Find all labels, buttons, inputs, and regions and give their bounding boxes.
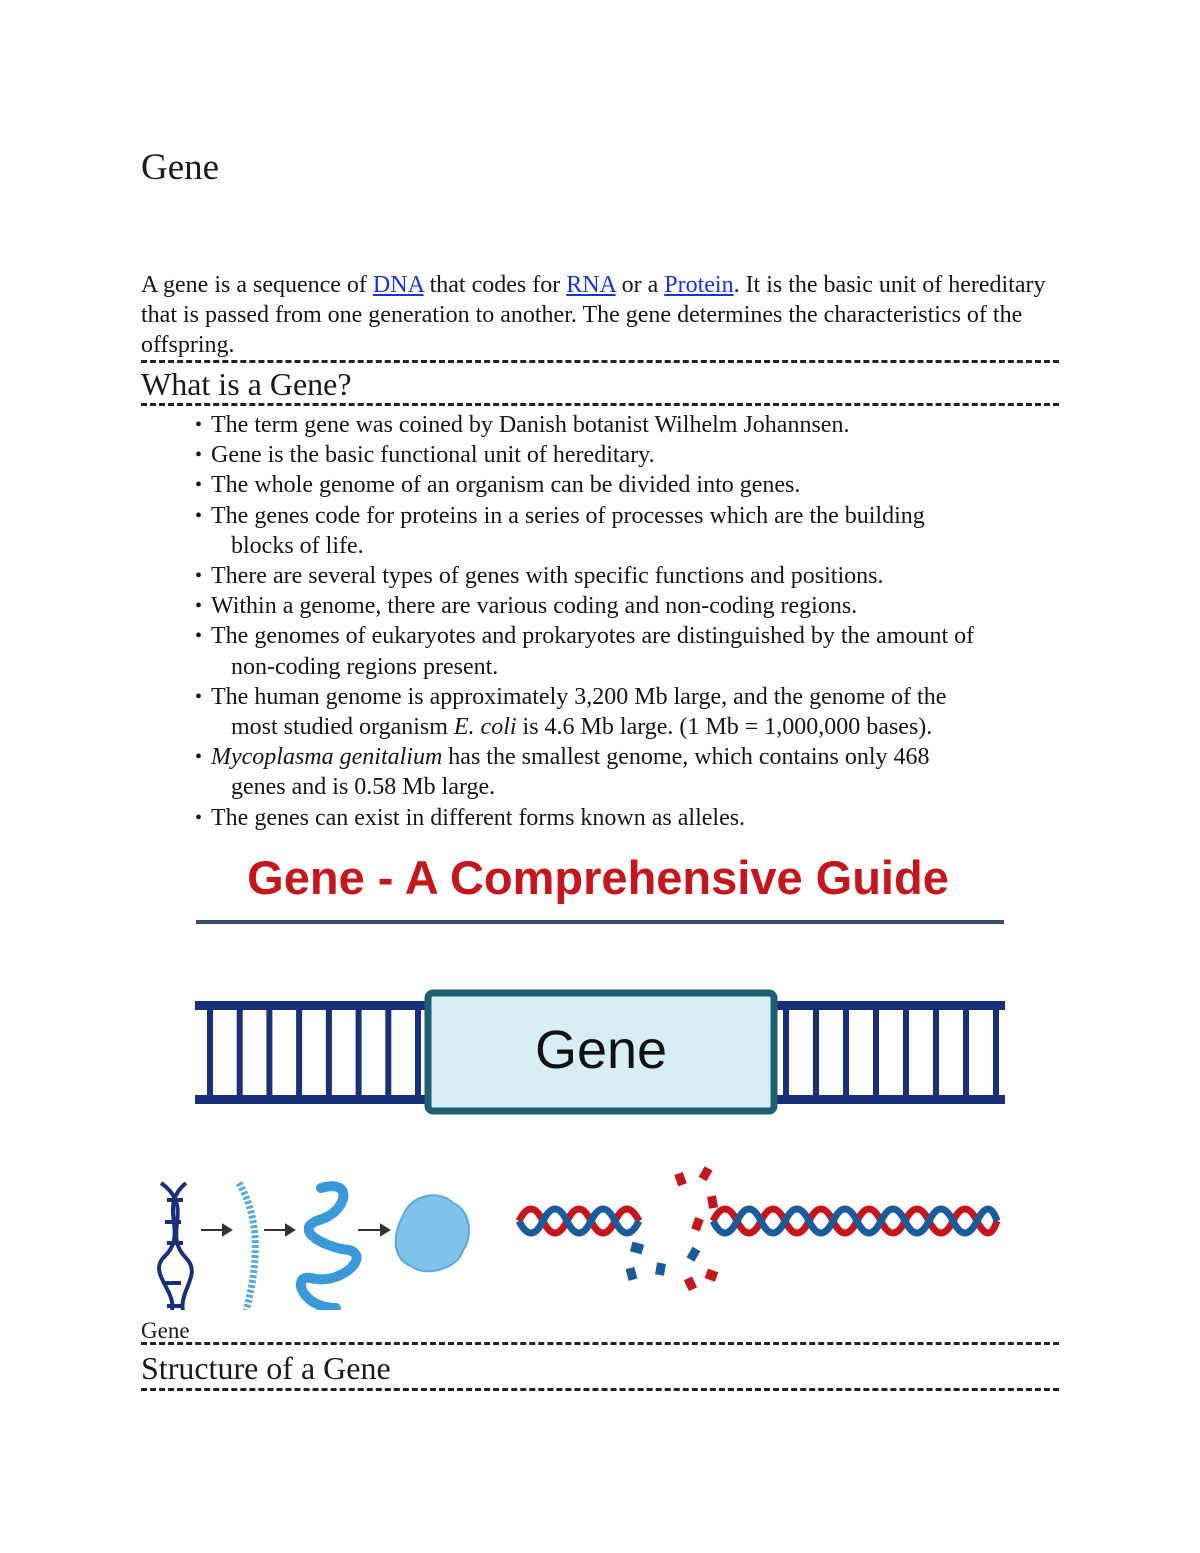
- protein-link[interactable]: Protein: [664, 272, 734, 298]
- intro-text: . It is the basic unit of hereditary that is passed from one generation to another. The gene determines the characteristics of the offspring.: [141, 272, 1046, 358]
- intro-paragraph: [141, 270, 1061, 360]
- list-item: • The term gene was coined by Danish botanist Wilhelm Johannsen.: [195, 412, 850, 438]
- list-item: • There are several types of genes with specific functions and positions.: [195, 563, 884, 590]
- intro-text: that codes for: [423, 272, 567, 298]
- dna-fragment-icon: [626, 1166, 719, 1291]
- dashed-rule: [141, 1342, 1059, 1345]
- ladder-rung: [415, 1010, 421, 1095]
- dashed-rule: [141, 360, 1059, 363]
- intro-text: A gene is a sequence of: [141, 272, 373, 298]
- ladder-rung: [993, 1010, 999, 1095]
- ladder-rung: [326, 1010, 332, 1095]
- list-item: • The genomes of eukaryotes and prokaryotes are distinguished by the amount of non-coding regions present.: [195, 623, 975, 680]
- banner-underline: [196, 920, 1004, 924]
- list-item: • The whole genome of an organism can be divided into genes.: [195, 472, 801, 499]
- ladder-rung: [873, 1010, 879, 1095]
- gene-guide-figure: [141, 838, 1059, 1310]
- ladder-rung: [356, 1010, 362, 1095]
- gene-box-label: Gene: [534, 1020, 668, 1080]
- amino-chain-icon: [301, 1186, 357, 1308]
- ladder-rung: [843, 1010, 849, 1095]
- intro-text: or a: [615, 272, 665, 298]
- ladder-rung: [237, 1010, 243, 1095]
- banner-title: Gene - A Comprehensive Guide: [247, 851, 949, 904]
- dna-link[interactable]: DNA: [372, 272, 424, 298]
- figure-caption: Gene: [141, 1318, 190, 1343]
- rna-link[interactable]: RNA: [566, 272, 616, 298]
- dashed-rule: [141, 403, 1059, 406]
- section-heading-structure: Structure of a Gene: [141, 1350, 391, 1386]
- ladder-rung: [813, 1010, 819, 1095]
- list-item: • The genes code for proteins in a series of processes which are the building blocks of life.: [195, 502, 925, 559]
- ladder-rung: [207, 1010, 213, 1095]
- protein-icon: [396, 1195, 469, 1271]
- dashed-rule: [141, 1388, 1059, 1391]
- ladder-rung: [963, 1010, 969, 1095]
- list-item: • The genes can exist in different forms known as alleles.: [195, 804, 746, 831]
- ladder-rung: [266, 1010, 272, 1095]
- dna-helix-icon: [159, 1183, 192, 1310]
- broken-dna-helix-icon: [519, 1209, 997, 1233]
- ladder-rung: [296, 1010, 302, 1095]
- list-item: • Within a genome, there are various coding and non-coding regions.: [195, 593, 858, 620]
- ladder-rung: [903, 1010, 909, 1095]
- list-item: • Gene is the basic functional unit of hereditary.: [195, 442, 655, 469]
- ladder-rung: [933, 1010, 939, 1095]
- ladder-rung: [385, 1010, 391, 1095]
- ladder-rung: [783, 1010, 789, 1095]
- page-title: Gene: [141, 147, 220, 188]
- section-heading-what-is-gene: What is a Gene?: [141, 366, 352, 402]
- rna-strand-icon: [239, 1183, 255, 1310]
- list-item: • Mycoplasma genitalium has the smallest genome, which contains only 468 genes and is 0.58 Mb large.: [195, 744, 930, 801]
- bullet-list: [195, 410, 1065, 833]
- arrow-icon: [201, 1225, 389, 1235]
- list-item: • The human genome is approximately 3,200 Mb large, and the genome of the most studied organism E. coli is 4.6 Mb large. (1 Mb = 1,000,000 bases).: [195, 683, 947, 741]
